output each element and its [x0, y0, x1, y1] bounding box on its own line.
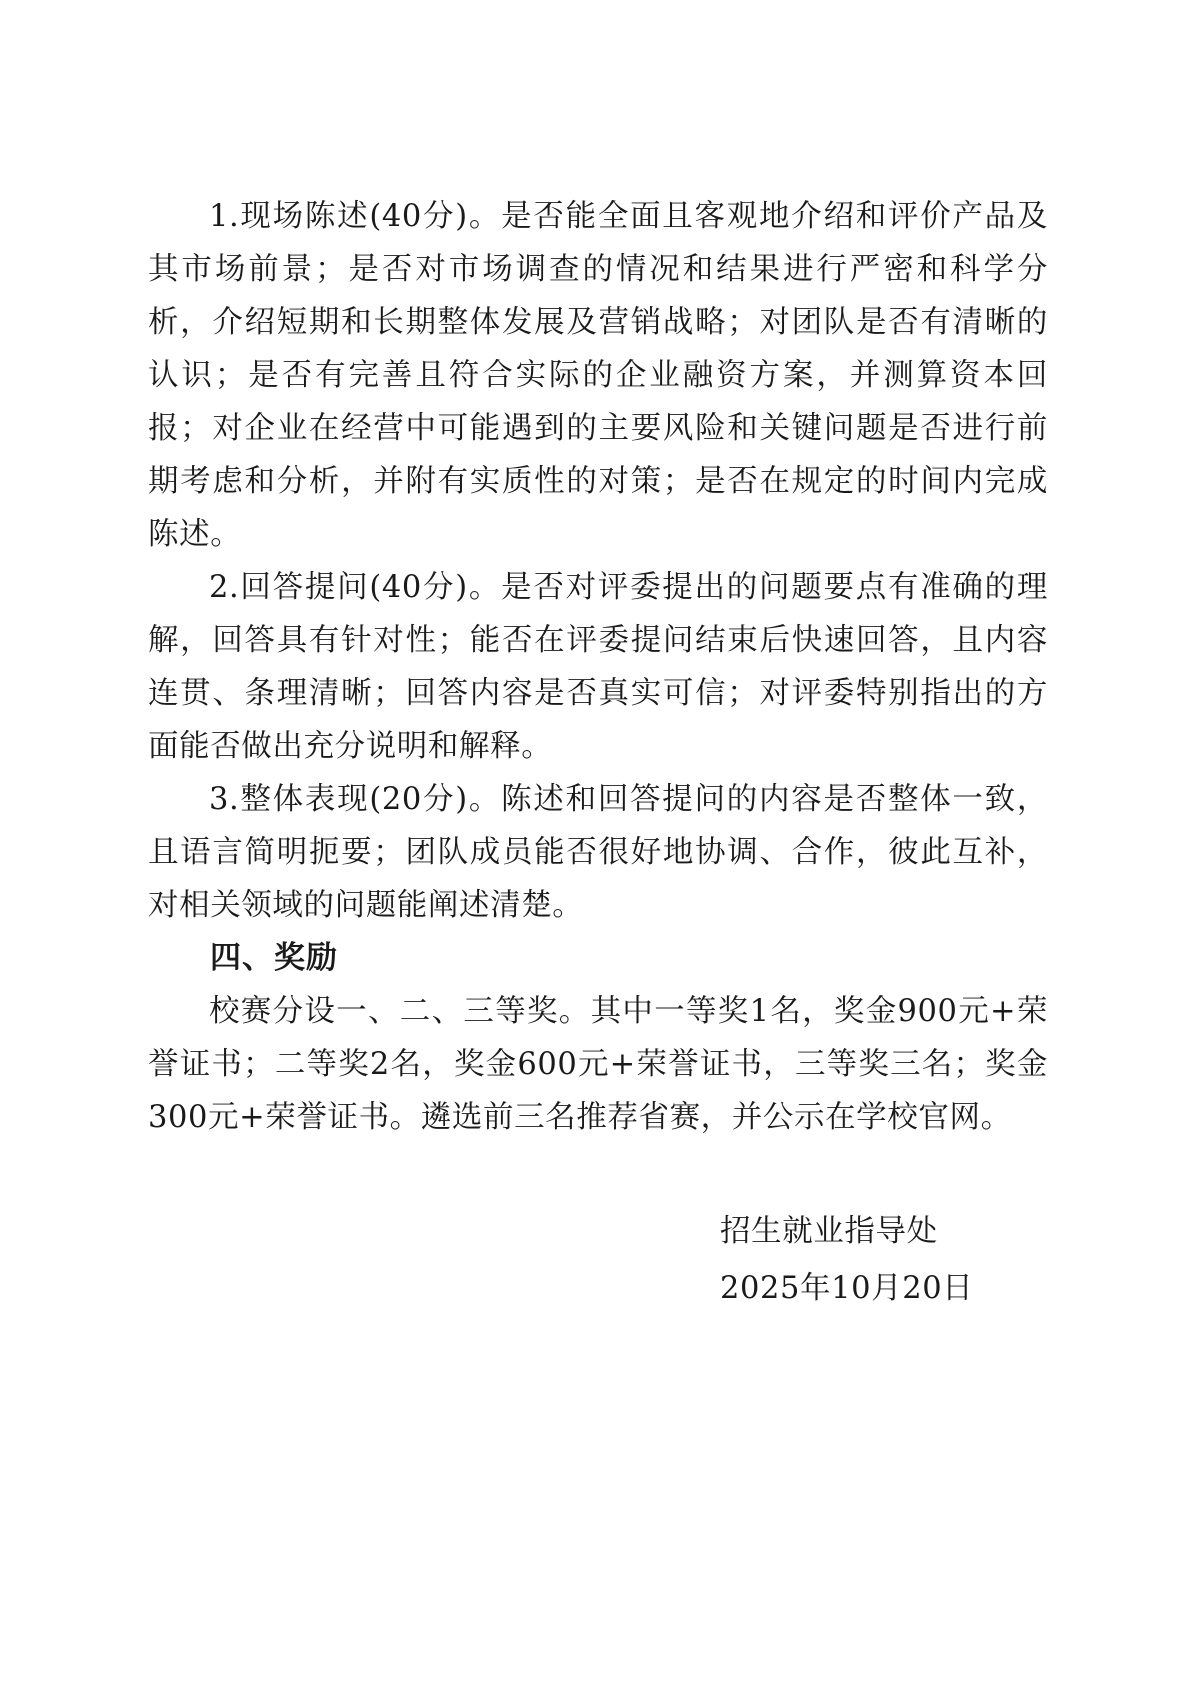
signature-block	[720, 1205, 1040, 1315]
criteria-paragraph-3: 3.整体表现(20分)。陈述和回答提问的内容是否整体一致，且语言简明扼要；团队成员能否很好地协调、合作，彼此互补，对相关领域的问题能阐述清楚。	[148, 782, 1048, 923]
section-heading-awards: 四、奖励	[210, 940, 338, 976]
signature-department: 招生就业指导处	[720, 1214, 938, 1249]
criteria-paragraph-1: 1.现场陈述(40分)。是否能全面且客观地介绍和评价产品及其市场前景；是否对市场调查的情况和结果进行严密和科学分析，介绍短期和长期整体发展及营销战略；对团队是否有清晰的认识；是否有完善且符合实际的企业融资方案，并测算资本回报；对企业在经营中可能遇到的主要风险和关键问题是否进行前期考虑和分析，并附有实质性的对策；是否在规定的时间内完成陈述。	[148, 199, 1048, 552]
signature-date: 2025年10月20日	[720, 1271, 974, 1306]
criteria-paragraph-2: 2.回答提问(40分)。是否对评委提出的问题要点有准确的理解，回答具有针对性；能否在评委提问结束后快速回答，且内容连贯、条理清晰；回答内容是否真实可信；对评委特别指出的方面能否做出充分说明和解释。	[148, 570, 1048, 764]
document-body	[148, 190, 1048, 1144]
awards-paragraph: 校赛分设一、二、三等奖。其中一等奖1名，奖金900元+荣誉证书；二等奖2名，奖金600元+荣誉证书，三等奖三名；奖金300元+荣誉证书。遴选前三名推荐省赛，并公示在学校官网。	[148, 994, 1048, 1135]
